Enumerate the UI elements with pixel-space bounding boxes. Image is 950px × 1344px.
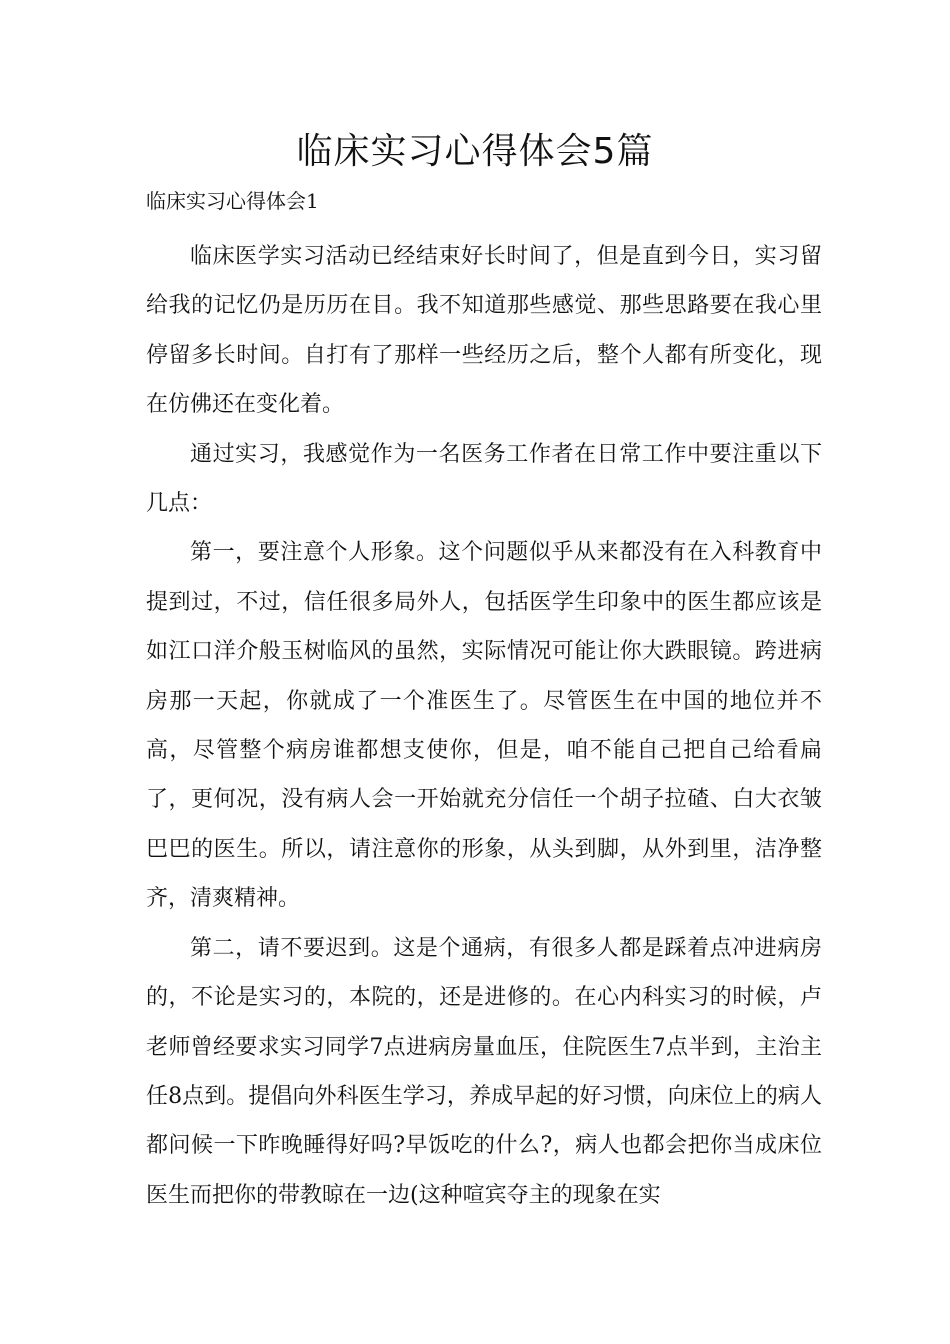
- document-body: [146, 232, 822, 1220]
- paragraph: 临床医学实习活动已经结束好长时间了，但是直到今日，实习留给我的记忆仍是历历在目。我不知道那些感觉、那些思路要在我心里停留多长时间。自打有了那样一些经历之后，整个人都有所变化，现在仿佛还在变化着。: [146, 244, 822, 418]
- paragraph: 第二，请不要迟到。这是个通病，有很多人都是踩着点冲进病房的，不论是实习的，本院的，还是进修的。在心内科实习的时候，卢老师曾经要求实习同学7点进病房量血压，住院医生7点半到，主治主任8点到。提倡向外科医生学习，养成早起的好习惯，向床位上的病人都问候一下昨晚睡得好吗?早饭吃的什么?，病人也都会把你当成床位医生而把你的带教晾在一边(这种喧宾夺主的现象在实: [146, 935, 822, 1208]
- paragraph: 第一，要注意个人形象。这个问题似乎从来都没有在入科教育中提到过，不过，信任很多局外人，包括医学生印象中的医生都应该是如江口洋介般玉树临风的虽然，实际情况可能让你大跌眼镜。跨进病房那一天起，你就成了一个准医生了。尽管医生在中国的地位并不高，尽管整个病房谁都想支使你，但是，咱不能自己把自己给看扁了，更何况，没有病人会一开始就充分信任一个胡子拉碴、白大衣皱巴巴的医生。所以，请注意你的形象，从头到脚，从外到里，洁净整齐，清爽精神。: [146, 540, 822, 912]
- paragraph: 通过实习，我感觉作为一名医务工作者在日常工作中要注重以下几点：: [146, 441, 822, 517]
- section-heading: 临床实习心得体会1: [146, 189, 319, 213]
- document-title: 临床实习心得体会5篇: [296, 131, 654, 172]
